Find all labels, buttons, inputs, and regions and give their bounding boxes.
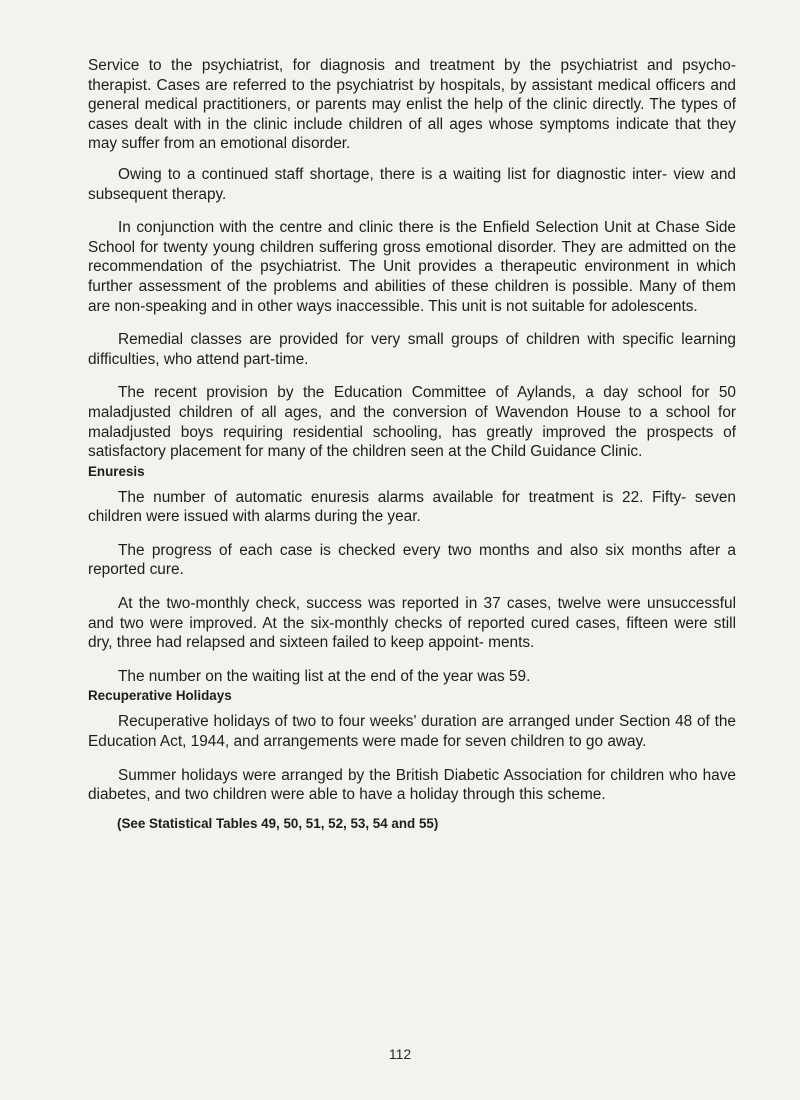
paragraph-enuresis-checks: At the two-monthly check, success was reported in 37 cases, twelve were unsuccessful and two were improved. At the six-monthly checks of reported cured cases, fifteen were still dry, three had relapsed and sixteen failed to keep appoint- ments. xyxy=(88,595,736,652)
section-heading-recuperative-holidays: Recuperative Holidays xyxy=(88,688,232,704)
page-number: 112 xyxy=(388,1046,412,1062)
section-heading-enuresis: Enuresis xyxy=(88,463,145,479)
paragraph-remedial-classes: Remedial classes are provided for very small groups of children with specific learning difficulties, who attend part-time. xyxy=(88,331,736,368)
paragraph-enuresis-progress: The progress of each case is checked every two months and also six months after a reported cure. xyxy=(88,541,736,579)
paragraph-summer-holidays: Summer holidays were arranged by the British Diabetic Association for children who have diabetes, and two children were able to have a holiday through this scheme. xyxy=(88,766,736,804)
paragraph-enuresis-alarms: The number of automatic enuresis alarms available for treatment is 22. Fifty- seven children were issued with alarms during the year. xyxy=(88,488,736,526)
paragraph-waiting-list: Owing to a continued staff shortage, there is a waiting list for diagnostic inter- view and subsequent therapy. xyxy=(88,165,736,203)
paragraph-aylands-school: The recent provision by the Education Committee of Aylands, a day school for 50 maladjusted children of all ages, and the conversion of Wavendon House to a school for maladjusted boys requiring residential schooling, has greatly improved the prospects of satisfactory placement for many of the children seen at the Child Guidance Clinic. xyxy=(88,384,736,461)
paragraph-recuperative-holidays: Recuperative holidays of two to four weeks' duration are arranged under Section 48 of the Education Act, 1944, and arrangements were made for seven children to go away. xyxy=(88,713,736,751)
document-page xyxy=(88,56,736,833)
paragraph-enfield-selection-unit: In conjunction with the centre and clinic there is the Enfield Selection Unit at Chase Side School for twenty young children suffering gross emotional disorder. They are admitted on the recommendation of the psychiatrist. The Unit provides a therapeutic environment in which further assessment of the problems and abilities of these children is possible. Many of them are non-speaking and in other ways inaccessible. This unit is not suitable for adolescents. xyxy=(88,219,736,315)
paragraph-referrals: Service to the psychiatrist, for diagnosis and treatment by the psychiatrist and psycho- therapist. Cases are referred to the psychiatrist by hospitals, by assistant medical officers and general medical practitioners, or parents may enlist the help of the clinic directly. The types of cases dealt with in the clinic include children of all ages whose symptoms indicate that they may suffer from an emotional disorder. xyxy=(88,57,736,153)
paragraph-enuresis-waiting-list: The number on the waiting list at the end of the year was 59. xyxy=(118,667,531,685)
statistical-tables-reference: (See Statistical Tables 49, 50, 51, 52, 53, 54 and 55) xyxy=(117,815,439,831)
